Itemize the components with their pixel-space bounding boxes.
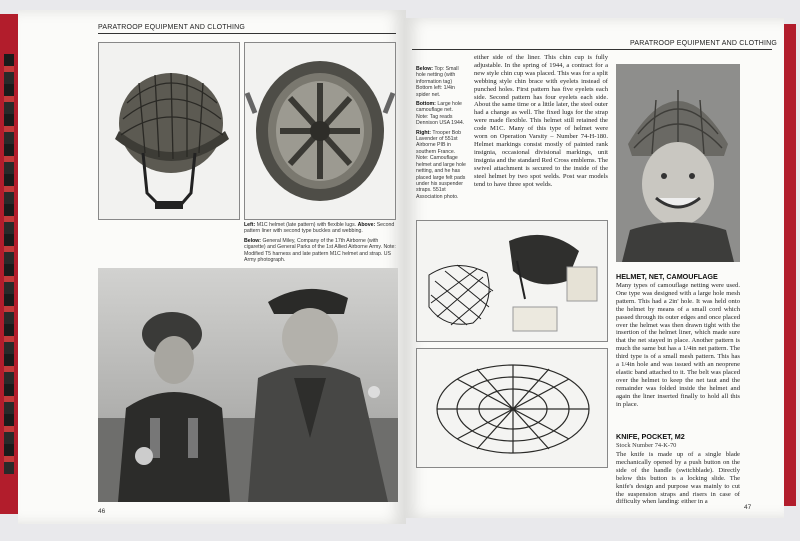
caption-below-text: General Miley, Company of the 17th Airborne (with cigarette) and General Parks of the 1st Allied Airborne Army. Note: Modified T5 harness and late pattern M1C helmet and strap. US Army photograph.: [244, 237, 396, 264]
left-header-rule: [98, 33, 396, 34]
caption-below-netting-label: Below:: [416, 66, 434, 72]
body-top-paragraph: either side of the liner. This chin cup is fully adjustable. In the spring of 1944, a contract for a new style chin cup was placed. This was for a split webbing style chin brace with eyelets instead of punched holes. First pattern has five eyelets each side. Second pattern has four eyelets each side. About the same time or a little later, the steel outer had a change as well. The fixed lugs for the strap were made flexible. This helmet still retained the code M1C. Many of this type of helmet were worn on Operation Varsity – Number 74-H-180. Helmet markings consist mostly of painted rank insignia, occasional divisional markings, unit insignia and the standard Red Cross emblems. The swivel attachment is secured to the inside of the steel helmet by two spot welds. Post war models tend to have three spot welds.: [474, 54, 608, 188]
section-helmet-net-body: Many types of camouflage netting were used. One type was designed with a large hole mesh pattern. This had a 2in' hole. It was held onto the helmet by means of a small cord which passed through its outer edges and once placed over the helmet was then drawn tight with the insertion of the helmet liner, which made sure that the net stayed in place. Another pattern is much the same but has a 1/4in net pattern. The third type is of a small mesh pattern. This has a 1/4in hole and was issued with an neoprene elastic band attached to it. The belt was placed over the helmet to keep the net taut and the remainder was folded inside the helmet and again the liner inserted finally to hold all this in place.: [616, 282, 740, 408]
caption-above-label: Above:: [357, 222, 376, 228]
left-page-header: PARATROOP EQUIPMENT AND CLOTHING: [98, 24, 246, 31]
right-header-rule: [412, 49, 772, 50]
caption-left-text: M1C helmet (late pattern) with flexible lugs.: [256, 222, 357, 228]
section-knife-body: The knife is made up of a single blade mechanically opened by a push button on the side of the handle (switchblade). Directly below this button is a locking slide. The knife's design and purpose was mainly to cut the suspension straps and risers in case of difficulty when landing: either in a: [616, 451, 740, 506]
caption-right-text: Trooper Bob Lavender of 551st Airborne PIB in southern France. Note: Camouflage helmet and large hole netting, and he has placed large felt pads under his suspender straps. 551st Association photo.: [416, 129, 466, 200]
caption-above-text: Second pattern liner with second type buckles and webbing.: [244, 222, 395, 235]
netting-illustration: [417, 221, 607, 341]
section-helmet-net-title: HELMET, NET, CAMOUFLAGE: [616, 272, 718, 281]
generals-illustration: [98, 268, 398, 502]
right-page-number: 47: [744, 504, 752, 511]
large-net-illustration: [417, 349, 607, 467]
caption-below-netting-text: Top: Small hole netting (with information tag) Bottom left: 1/4in spider net.: [416, 66, 459, 98]
trooper-portrait-photo: [616, 64, 740, 262]
generals-photo: [98, 268, 398, 502]
helmet-netting-illustration: [99, 43, 239, 219]
section-knife-title: KNIFE, POCKET, M2: [616, 432, 685, 441]
caption-right-label: Right:: [416, 129, 431, 136]
caption-below-label: Below:: [244, 237, 262, 244]
large-net-photo: [416, 348, 608, 468]
caption-bottom-text: Large hole camouflage net. Note: Tag reads Dennison USA 1944.: [416, 101, 465, 127]
right-page-header: PARATROOP EQUIPMENT AND CLOTHING: [630, 40, 778, 47]
helmet-netting-photo: [98, 42, 240, 220]
caption-bottom-label: Bottom:: [416, 101, 436, 108]
helmet-caption: [244, 222, 400, 263]
left-page-number: 46: [98, 508, 106, 515]
helmet-interior-illustration: [245, 43, 395, 219]
trooper-portrait-illustration: [616, 64, 740, 262]
helmet-interior-photo: [244, 42, 396, 220]
netting-caption: [416, 66, 466, 200]
caption-left-label: Left:: [244, 222, 256, 228]
left-page: [18, 10, 406, 524]
right-page: [404, 18, 784, 518]
netting-photo: [416, 220, 608, 342]
section-knife-stock-number: Stock Number 74-K-70: [616, 442, 677, 449]
cover-fabric-pattern: [4, 54, 14, 474]
